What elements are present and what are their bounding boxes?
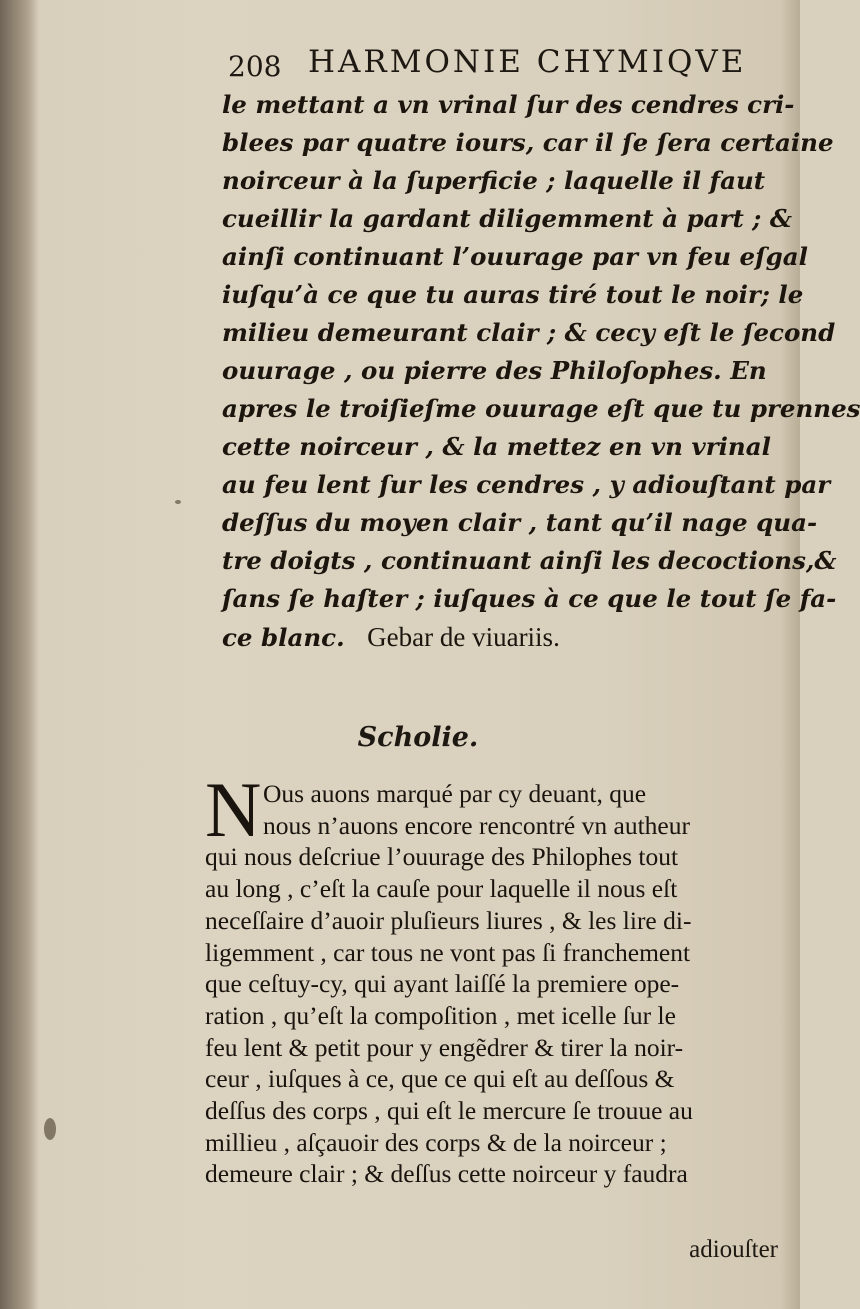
text-line: ceur , iuſques à ce, que ce qui eſt au deſſous &: [205, 1064, 675, 1094]
text-line: ration , qu’eſt la compoſition , met icelle ſur le: [205, 1000, 676, 1030]
text-line: ainſi continuant l’ouurage par vn feu eſgal: [222, 242, 808, 271]
text-line: neceſſaire d’auoir pluſieurs liures , & les lire di-: [205, 905, 692, 935]
text-line: ouurage , ou pierre des Philoſophes. En: [222, 356, 767, 385]
drop-capital: N: [205, 766, 262, 853]
catchword: adiouſter: [689, 1236, 778, 1263]
text-line: tre doigts , continuant ainſi les decoctions,&: [222, 546, 837, 575]
source-citation: Gebar de viuariis.: [367, 622, 560, 652]
text-line: qui nous deſcriue l’ouurage des Philophes tout: [205, 842, 679, 872]
book-gutter-shadow: [0, 0, 38, 1309]
text-line: cette noirceur , & la mettez en vn vrinal: [222, 432, 771, 461]
text-line: Ous auons marqué par cy deuant, que: [263, 779, 647, 808]
text-line: ſans ſe haſter ; iuſques à ce que le tout ſe fa-: [222, 584, 837, 613]
text-line: milieu demeurant clair ; & cecy eſt le ſecond: [222, 318, 836, 347]
text-line: apres le troiſieſme ouurage eſt que tu prennes: [222, 394, 860, 423]
page-number: 208: [228, 50, 282, 83]
text-line: demeure clair ; & deſſus cette noirceur y faudra: [205, 1159, 688, 1189]
section-heading: Scholie.: [357, 722, 479, 753]
page-header: [228, 44, 788, 86]
text-line: au long , c’eſt la cauſe pour laquelle il nous eſt: [205, 874, 678, 904]
text-line: deſſus du moyen clair , tant qu’il nage qua-: [222, 508, 818, 537]
ink-stain: [44, 1118, 56, 1140]
italic-ending: ce blanc.: [222, 623, 345, 652]
text-line: le mettant a vn vrinal ſur des cendres cri-: [222, 90, 795, 119]
text-line-final: [222, 618, 792, 657]
scholie-body: [205, 766, 790, 1190]
ink-stain: [175, 500, 181, 504]
text-line: au feu lent ſur les cendres , y adiouſtant par: [222, 470, 831, 499]
running-title: HARMONIE CHYMIQVE: [308, 44, 747, 80]
text-line: blees par quatre iours, car il ſe ſera certaine: [222, 128, 834, 157]
text-line: nous n’auons encore rencontré vn autheur: [263, 810, 690, 840]
text-line: feu lent & petit pour y engẽdrer & tirer la noir-: [205, 1032, 684, 1062]
text-line: millieu , aſçauoir des corps & de la noirceur ;: [205, 1127, 667, 1157]
text-line: noirceur à la ſuperficie ; laquelle il faut: [222, 166, 766, 195]
text-line: iuſqu’à ce que tu auras tiré tout le noir; le: [222, 280, 804, 309]
text-line: ligemment , car tous ne vont pas ſi franchement: [205, 937, 691, 967]
italic-passage: [222, 86, 860, 657]
text-line: que ceſtuy-cy, qui ayant laiſſé la premiere ope-: [205, 969, 680, 999]
text-line: cueillir la gardant diligemment à part ; &: [222, 204, 792, 233]
text-line: deſſus des corps , qui eſt le mercure ſe trouue au: [205, 1096, 693, 1126]
